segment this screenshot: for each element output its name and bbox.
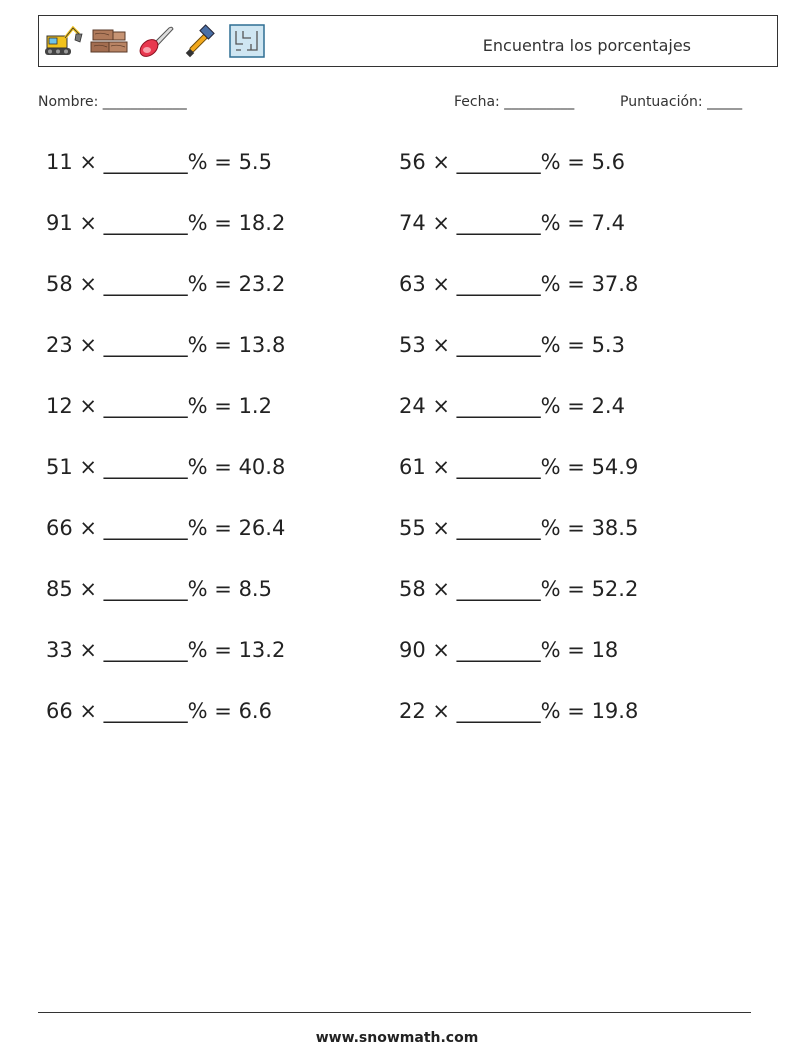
- problem-left-9: 33 × ________% = 13.2: [46, 638, 286, 662]
- header-icons: [43, 22, 273, 60]
- excavator-icon: [43, 22, 83, 60]
- problem-right-7: 55 × ________% = 38.5: [399, 516, 639, 540]
- problem-right-4: 53 × ________% = 5.3: [399, 333, 625, 357]
- maze-icon: [227, 22, 267, 60]
- worksheet-title: Encuentra los porcentajes: [482, 36, 691, 55]
- problem-left-6: 51 × ________% = 40.8: [46, 455, 286, 479]
- problem-right-2: 74 × ________% = 7.4: [399, 211, 625, 235]
- problem-left-5: 12 × ________% = 1.2: [46, 394, 272, 418]
- problem-left-7: 66 × ________% = 26.4: [46, 516, 286, 540]
- chainsaw-icon: [135, 22, 175, 60]
- problem-left-8: 85 × ________% = 8.5: [46, 577, 272, 601]
- score-field: Puntuación: _____: [620, 94, 743, 110]
- worksheet-header: [38, 15, 778, 67]
- problem-right-1: 56 × ________% = 5.6: [399, 150, 625, 174]
- wood-planks-icon: [89, 22, 129, 60]
- problem-right-5: 24 × ________% = 2.4: [399, 394, 625, 418]
- name-field: Nombre: ____________: [38, 94, 187, 110]
- problem-left-10: 66 × ________% = 6.6: [46, 699, 272, 723]
- problem-right-6: 61 × ________% = 54.9: [399, 455, 639, 479]
- problem-left-4: 23 × ________% = 13.8: [46, 333, 286, 357]
- problem-left-3: 58 × ________% = 23.2: [46, 272, 286, 296]
- footer-divider: [38, 1012, 751, 1013]
- problem-left-1: 11 × ________% = 5.5: [46, 150, 272, 174]
- problem-left-2: 91 × ________% = 18.2: [46, 211, 286, 235]
- footer-url[interactable]: www.snowmath.com: [315, 1030, 479, 1046]
- pipe-wrench-icon: [181, 22, 221, 60]
- problem-right-3: 63 × ________% = 37.8: [399, 272, 639, 296]
- problem-right-8: 58 × ________% = 52.2: [399, 577, 639, 601]
- problem-right-10: 22 × ________% = 19.8: [399, 699, 639, 723]
- problem-right-9: 90 × ________% = 18: [399, 638, 619, 662]
- date-field: Fecha: __________: [454, 94, 575, 110]
